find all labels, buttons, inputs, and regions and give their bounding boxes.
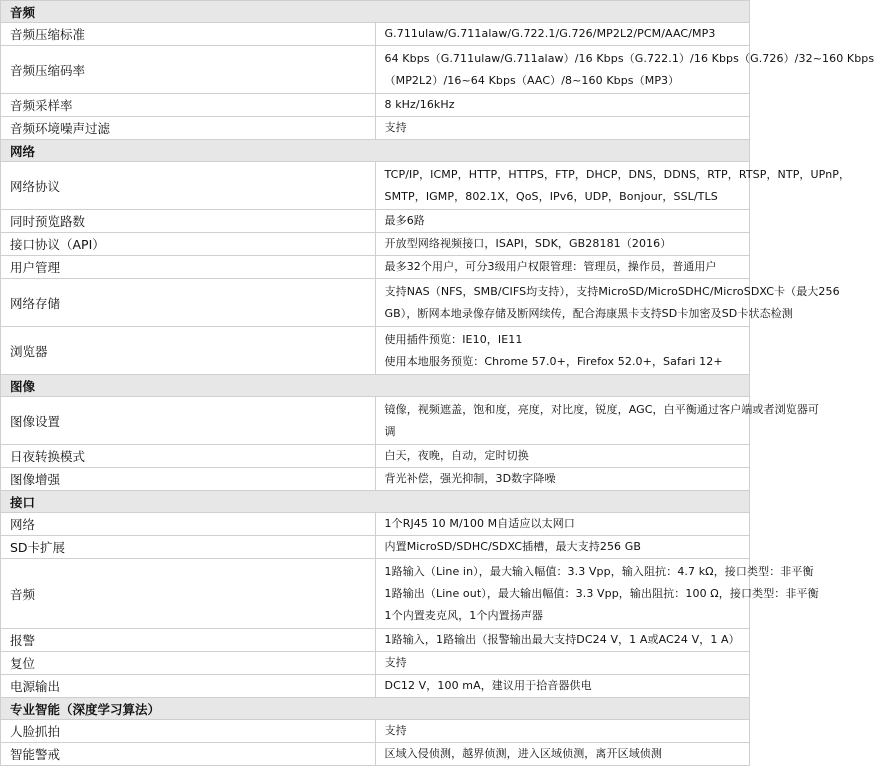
section-title: 图像 <box>1 375 750 397</box>
spec-row <box>1 629 750 652</box>
spec-row <box>1 162 750 210</box>
spec-label: 网络存储 <box>1 279 376 327</box>
spec-row <box>1 397 750 445</box>
spec-value <box>375 536 750 559</box>
spec-value-line: DC12 V，100 mA，建议用于拾音器供电 <box>384 679 592 692</box>
spec-label: 同时预览路数 <box>1 210 376 233</box>
spec-value <box>375 720 750 743</box>
spec-label: 音频采样率 <box>1 94 376 117</box>
section-title: 专业智能（深度学习算法） <box>1 698 750 720</box>
spec-value <box>375 279 840 327</box>
spec-label: 接口协议（API） <box>1 233 376 256</box>
spec-value <box>375 117 750 140</box>
spec-row <box>1 94 750 117</box>
spec-value-line: （MP2L2）/16~64 Kbps（AAC）/8~160 Kbps（MP3） <box>384 73 680 87</box>
spec-value-line: 1路输入（Line in），最大输入幅值：3.3 Vpp，输入阻抗：4.7 kΩ，接口类型：非平衡 <box>384 564 814 578</box>
spec-value-line: G.711ulaw/G.711alaw/G.722.1/G.726/MP2L2/PCM/AAC/MP3 <box>384 27 716 40</box>
spec-table-body <box>1 1 874 766</box>
spec-row <box>1 720 750 743</box>
spec-value <box>375 675 750 698</box>
spec-value-line: GB），断网本地录像存储及断网续传，配合海康黑卡支持SD卡加密及SD卡状态检测 <box>384 306 793 320</box>
spec-value <box>375 559 819 629</box>
spec-label: 图像增强 <box>1 468 376 491</box>
spec-row <box>1 210 750 233</box>
spec-row <box>1 256 750 279</box>
spec-value-line: 白天，夜晚，自动，定时切换 <box>384 449 529 462</box>
spec-value <box>375 513 750 536</box>
spec-value-line: 使用本地服务预览：Chrome 57.0+，Firefox 52.0+，Safari 12+ <box>384 354 723 368</box>
spec-row <box>1 536 750 559</box>
section-header-row <box>1 140 750 162</box>
spec-value-line: 1个内置麦克风，1个内置扬声器 <box>384 608 543 622</box>
spec-value <box>375 397 820 445</box>
spec-value <box>375 327 750 375</box>
spec-value-line: 背光补偿，强光抑制，3D数字降噪 <box>384 472 556 485</box>
spec-value-line: TCP/IP，ICMP，HTTP，HTTPS，FTP，DHCP，DNS，DDNS，RTP，RTSP，NTP，UPnP， <box>384 167 851 181</box>
spec-value-line: 调 <box>384 424 396 438</box>
spec-value-line: 8 kHz/16kHz <box>384 98 455 111</box>
spec-value-line: 支持 <box>384 656 407 669</box>
spec-row <box>1 652 750 675</box>
spec-value <box>375 652 750 675</box>
spec-label: 智能警戒 <box>1 743 376 766</box>
spec-value-line: 支持 <box>384 724 407 737</box>
spec-label: SD卡扩展 <box>1 536 376 559</box>
spec-value-line: 64 Kbps（G.711ulaw/G.711alaw）/16 Kbps（G.722.1）/16 Kbps（G.726）/32~160 Kbps <box>384 51 874 65</box>
spec-value-line: SMTP，IGMP，802.1X，QoS，IPv6，UDP，Bonjour，SSL/TLS <box>384 189 718 203</box>
spec-label: 音频环境噪声过滤 <box>1 117 376 140</box>
section-header-row <box>1 1 750 23</box>
spec-value <box>375 46 874 94</box>
spec-label: 音频压缩标准 <box>1 23 376 46</box>
spec-label: 报警 <box>1 629 376 652</box>
spec-value <box>375 743 750 766</box>
spec-value-line: 1路输入，1路输出（报警输出最大支持DC24 V，1 A或AC24 V，1 A） <box>384 633 740 646</box>
spec-value <box>375 233 750 256</box>
spec-row <box>1 445 750 468</box>
section-title: 音频 <box>1 1 750 23</box>
section-header-row <box>1 491 750 513</box>
spec-label: 网络 <box>1 513 376 536</box>
spec-label: 网络协议 <box>1 162 376 210</box>
spec-value <box>375 94 750 117</box>
spec-value-line: 最多32个用户，可分3级用户权限管理：管理员，操作员，普通用户 <box>384 260 717 273</box>
spec-value-line: 开放型网络视频接口，ISAPI，SDK，GB28181（2016） <box>384 237 672 250</box>
spec-value-line: 1个RJ45 10 M/100 M自适应以太网口 <box>384 517 575 530</box>
spec-label: 日夜转换模式 <box>1 445 376 468</box>
spec-row <box>1 513 750 536</box>
spec-label: 浏览器 <box>1 327 376 375</box>
spec-label: 图像设置 <box>1 397 376 445</box>
spec-label: 人脸抓拍 <box>1 720 376 743</box>
spec-value-line: 镜像，视频遮盖，饱和度，亮度，对比度，锐度，AGC，白平衡通过客户端或者浏览器可 <box>384 402 820 416</box>
spec-row <box>1 279 750 327</box>
spec-row <box>1 675 750 698</box>
spec-label: 复位 <box>1 652 376 675</box>
spec-value-line: 使用插件预览：IE10，IE11 <box>384 332 523 346</box>
spec-label: 用户管理 <box>1 256 376 279</box>
spec-row <box>1 559 750 629</box>
spec-row <box>1 117 750 140</box>
spec-label: 音频压缩码率 <box>1 46 376 94</box>
spec-value <box>375 629 750 652</box>
spec-value-line: 1路输出（Line out），最大输出幅值：3.3 Vpp，输出阻抗：100 Ω，接口类型：非平衡 <box>384 586 819 600</box>
spec-value <box>375 210 750 233</box>
spec-row <box>1 327 750 375</box>
spec-row <box>1 233 750 256</box>
spec-row <box>1 743 750 766</box>
spec-value-line: 区域入侵侦测，越界侦测，进入区域侦测，离开区域侦测 <box>384 747 662 760</box>
spec-value <box>375 23 750 46</box>
spec-value <box>375 256 750 279</box>
spec-value-line: 支持NAS（NFS，SMB/CIFS均支持），支持MicroSD/MicroSDHC/MicroSDXC卡（最大256 <box>384 284 840 298</box>
spec-label: 音频 <box>1 559 376 629</box>
spec-value <box>375 468 750 491</box>
spec-row <box>1 46 750 94</box>
spec-value-line: 支持 <box>384 121 407 134</box>
spec-value-line: 最多6路 <box>384 214 425 227</box>
section-header-row <box>1 698 750 720</box>
section-header-row <box>1 375 750 397</box>
spec-value <box>375 162 851 210</box>
spec-row <box>1 468 750 491</box>
section-title: 网络 <box>1 140 750 162</box>
spec-row <box>1 23 750 46</box>
spec-label: 电源输出 <box>1 675 376 698</box>
spec-value <box>375 445 750 468</box>
section-title: 接口 <box>1 491 750 513</box>
spec-value-line: 内置MicroSD/SDHC/SDXC插槽，最大支持256 GB <box>384 540 642 553</box>
